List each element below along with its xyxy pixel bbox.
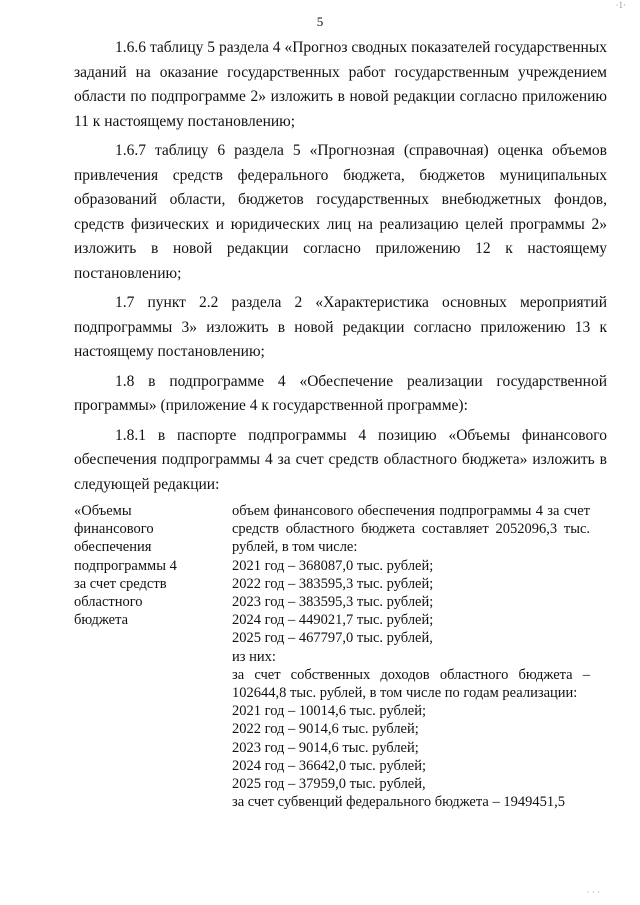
funding-year-own: 2021 год – 10014,6 тыс. рублей; bbox=[232, 703, 427, 720]
passport-funding-text bbox=[232, 502, 590, 811]
page-number: 5 bbox=[316, 14, 324, 29]
funding-year-total: 2022 год – 383595,3 тыс. рублей; bbox=[232, 575, 434, 592]
paragraph-1-6-7: 1.6.7 таблицу 6 раздела 5 «Прогнозная (справочная) оценка объемов привлечения средств федерального бюджета, бюджетов муниципальных образований области, бюджетов государственных внебюджетных фондов, средств физических и юридических лиц на реализацию целей программы 2» изложить в новой редакции согласно приложению 12 к настоящему постановлению; bbox=[74, 142, 607, 282]
paragraph-1-8-1: 1.8.1 в паспорте подпрограммы 4 позицию «Объемы финансового обеспечения подпрограммы 4 за счет средств областного бюджета» изложить в следующей редакции: bbox=[74, 426, 607, 493]
passport-position-label bbox=[74, 502, 224, 811]
passport-label-line: за счет средств bbox=[74, 575, 167, 592]
passport-label-line: «Объемы bbox=[74, 503, 132, 519]
funding-year-total: 2023 год – 383595,3 тыс. рублей; bbox=[232, 594, 434, 611]
funding-year-total: 2021 год – 368087,0 тыс. рублей; bbox=[232, 557, 434, 574]
corner-mark: ·1· bbox=[615, 0, 626, 10]
funding-own-revenue: за счет собственных доходов областного бюджета – 102644,8 тыс. рублей, в том числе по годам реализации: bbox=[232, 666, 590, 702]
document-body bbox=[74, 36, 607, 811]
funding-year-total: 2024 год – 449021,7 тыс. рублей; bbox=[232, 612, 434, 629]
funding-year-total: 2025 год – 467797,0 тыс. рублей, bbox=[232, 630, 433, 647]
passport-table bbox=[74, 502, 607, 811]
passport-label-line: областного bbox=[74, 594, 143, 611]
paragraph-1-6-6: 1.6.6 таблицу 5 раздела 4 «Прогноз сводных показателей государственных заданий на оказание государственных работ государственным учреждением области по подпрограмме 2» изложить в новой редакции согласно приложению 11 к настоящему постановлению; bbox=[74, 39, 607, 130]
funding-year-own: 2023 год – 9014,6 тыс. рублей; bbox=[232, 739, 419, 756]
funding-year-own: 2022 год – 9014,6 тыс. рублей; bbox=[232, 721, 419, 738]
funding-of-them: из них: bbox=[232, 648, 276, 665]
paragraph-1-7: 1.7 пункт 2.2 раздела 2 «Характеристика основных мероприятий подпрограммы 3» изложить в новой редакции согласно приложению 13 к настоящему постановлению; bbox=[74, 294, 607, 360]
passport-label-line: подпрограммы 4 bbox=[74, 557, 177, 574]
passport-label-line: бюджета bbox=[74, 612, 129, 629]
funding-year-own: 2024 год – 36642,0 тыс. рублей; bbox=[232, 757, 427, 774]
paragraph-1-8: 1.8 в подпрограмме 4 «Обеспечение реализации государственной программы» (приложение 4 к государственной программе): bbox=[74, 372, 607, 414]
funding-year-own: 2025 год – 37959,0 тыс. рублей, bbox=[232, 776, 426, 793]
passport-label-line: обеспечения bbox=[74, 539, 152, 556]
passport-label-line: финансового bbox=[74, 521, 154, 538]
foot-mark: · · · bbox=[586, 887, 600, 897]
funding-subventions: за счет субвенций федерального бюджета – 1949451,5 bbox=[232, 794, 565, 811]
funding-intro: объем финансового обеспечения подпрограммы 4 за счет средств областного бюджета составляет 2052096,3 тыс. рублей, в том числе: bbox=[232, 503, 590, 556]
